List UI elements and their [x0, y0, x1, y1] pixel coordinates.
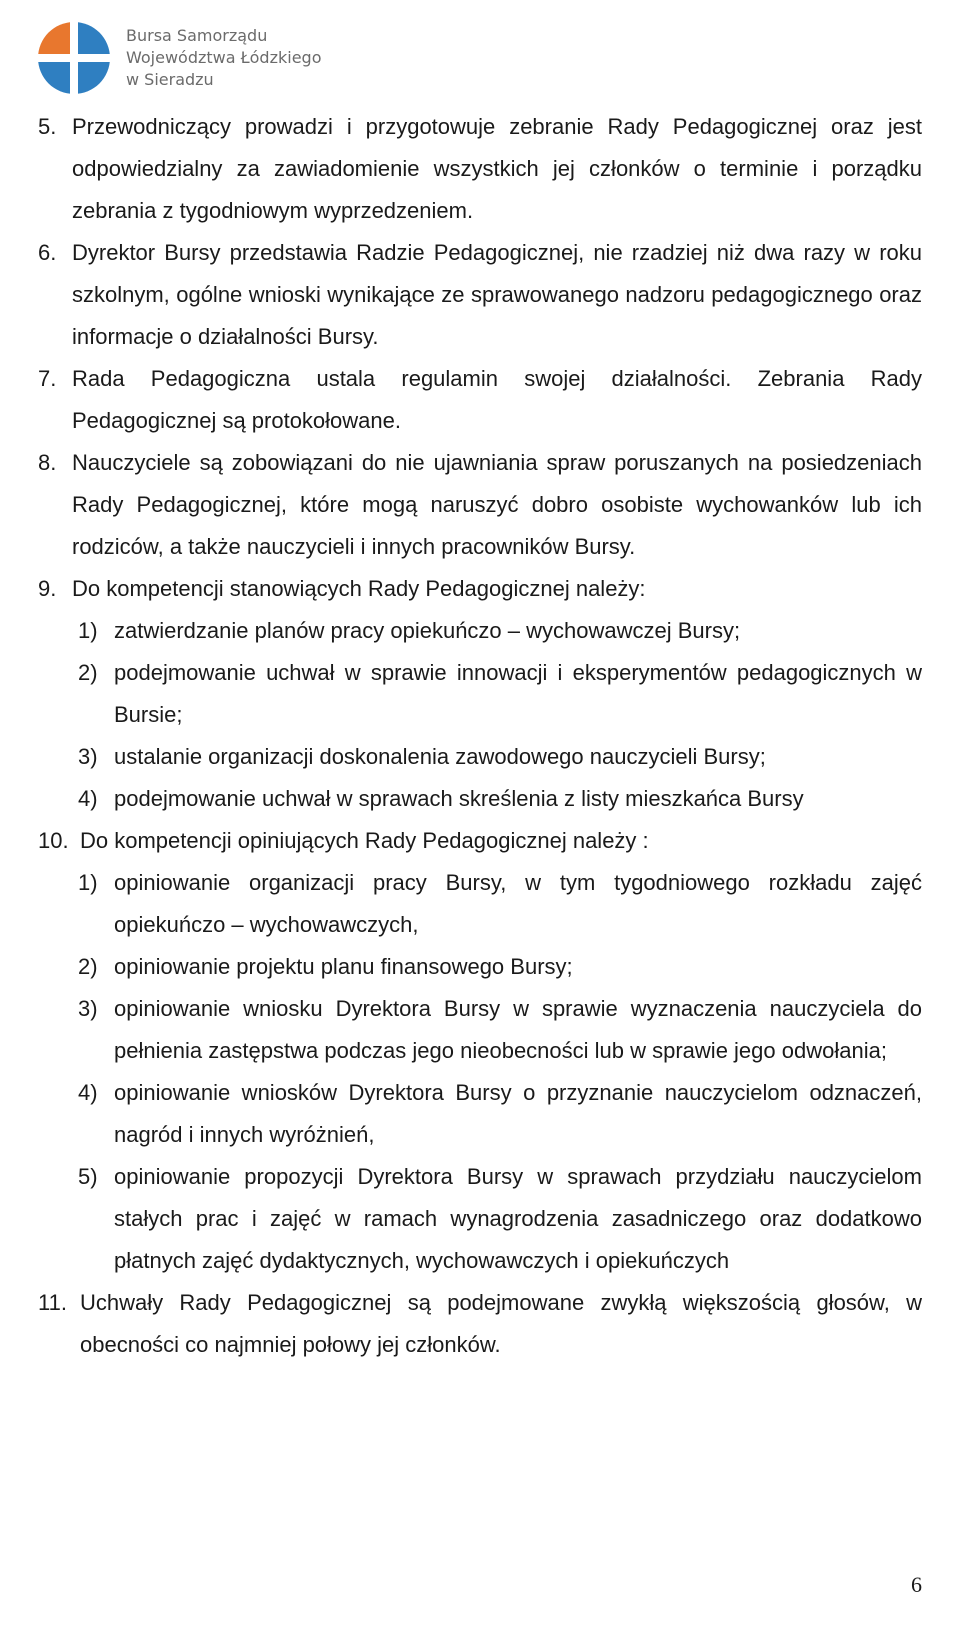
- list-item: [38, 1072, 922, 1156]
- paragraph-text: Do kompetencji stanowiących Rady Pedagogicznej należy:: [72, 576, 646, 601]
- list-item-number: 3): [78, 744, 98, 769]
- paragraph-text: Uchwały Rady Pedagogicznej są podejmowane zwykłą większością głosów, w obecności co najmniej połowy jej członków.: [80, 1290, 922, 1357]
- paragraph-7: [38, 358, 922, 442]
- paragraph-11: [38, 1282, 922, 1366]
- paragraph-number: 8.: [38, 450, 57, 475]
- org-name-line1: Bursa Samorządu: [126, 26, 268, 45]
- document-body: [38, 106, 922, 1366]
- org-name: [126, 25, 321, 91]
- list-item: [38, 862, 922, 946]
- paragraph-8: [38, 442, 922, 568]
- list-item-text: zatwierdzanie planów pracy opiekuńczo – wychowawczej Bursy;: [114, 618, 741, 643]
- paragraph-text: Dyrektor Bursy przedstawia Radzie Pedagogicznej, nie rzadziej niż dwa razy w roku szkolnym, ogólne wnioski wynikające ze sprawowanego nadzoru pedagogicznego oraz informacje o działalności Bursy.: [72, 240, 922, 349]
- header: [34, 18, 321, 98]
- list-item-text: opiniowanie organizacji pracy Bursy, w tym tygodniowego rozkładu zajęć opiekuńczo – wychowawczych,: [114, 870, 922, 937]
- list-item-number: 4): [78, 786, 98, 811]
- bursa-logo-icon: [34, 18, 114, 98]
- page-number: 6: [911, 1572, 922, 1597]
- list-item: [38, 1156, 922, 1282]
- list-item: [38, 652, 922, 736]
- paragraph-number: 6.: [38, 240, 57, 265]
- paragraph-5: [38, 106, 922, 232]
- list-item-text: opiniowanie wniosków Dyrektora Bursy o przyznanie nauczycielom odznaczeń, nagród i innych wyróżnień,: [114, 1080, 922, 1147]
- list-item-text: podejmowanie uchwał w sprawie innowacji i eksperymentów pedagogicznych w Bursie;: [114, 660, 922, 727]
- org-name-line2: Województwa Łódzkiego: [126, 48, 322, 67]
- list-item-number: 4): [78, 1080, 98, 1105]
- list-item-number: 1): [78, 618, 98, 643]
- org-name-line3: w Sieradzu: [126, 70, 214, 89]
- list-item: [38, 736, 922, 778]
- paragraph-number: 5.: [38, 114, 57, 139]
- list-item-text: opiniowanie wniosku Dyrektora Bursy w sprawie wyznaczenia nauczyciela do pełnienia zastępstwa podczas jego nieobecności lub w sprawie jego odwołania;: [114, 996, 922, 1063]
- paragraph-number: 11.: [38, 1290, 67, 1315]
- paragraph-text: Nauczyciele są zobowiązani do nie ujawniania spraw poruszanych na posiedzeniach Rady Pedagogicznej, które mogą naruszyć dobro osobiste wychowanków lub ich rodziców, a także nauczycieli i innych pracowników Bursy.: [72, 450, 922, 559]
- list-item: [38, 946, 922, 988]
- list-item-number: 2): [78, 660, 98, 685]
- list-item-text: ustalanie organizacji doskonalenia zawodowego nauczycieli Bursy;: [114, 744, 766, 769]
- list-item-text: podejmowanie uchwał w sprawach skreślenia z listy mieszkańca Bursy: [114, 786, 804, 811]
- paragraph-6: [38, 232, 922, 358]
- list-item-text: opiniowanie propozycji Dyrektora Bursy w sprawach przydziału nauczycielom stałych prac i zajęć w ramach wynagrodzenia zasadniczego oraz dodatkowo płatnych zajęć dydaktycznych, wychowawczych i opiekuńczych: [114, 1164, 922, 1273]
- paragraph-10: [38, 820, 922, 862]
- list-item: [38, 778, 922, 820]
- paragraph-9: [38, 568, 922, 610]
- list-item: [38, 988, 922, 1072]
- paragraph-number: 9.: [38, 576, 57, 601]
- list-item: [38, 610, 922, 652]
- paragraph-number: 7.: [38, 366, 57, 391]
- paragraph-text: Przewodniczący prowadzi i przygotowuje zebranie Rady Pedagogicznej oraz jest odpowiedzialny za zawiadomienie wszystkich jej członków o terminie i porządku zebrania z tygodniowym wyprzedzeniem.: [72, 114, 922, 223]
- paragraph-text: Do kompetencji opiniujących Rady Pedagogicznej należy :: [80, 828, 649, 853]
- paragraph-text: Rada Pedagogiczna ustala regulamin swojej działalności. Zebrania Rady Pedagogicznej są protokołowane.: [72, 366, 922, 433]
- list-item-number: 2): [78, 954, 98, 979]
- paragraph-number: 10.: [38, 828, 69, 853]
- list-item-number: 5): [78, 1164, 98, 1189]
- list-item-text: opiniowanie projektu planu finansowego Bursy;: [114, 954, 573, 979]
- list-item-number: 3): [78, 996, 98, 1021]
- list-item-number: 1): [78, 870, 98, 895]
